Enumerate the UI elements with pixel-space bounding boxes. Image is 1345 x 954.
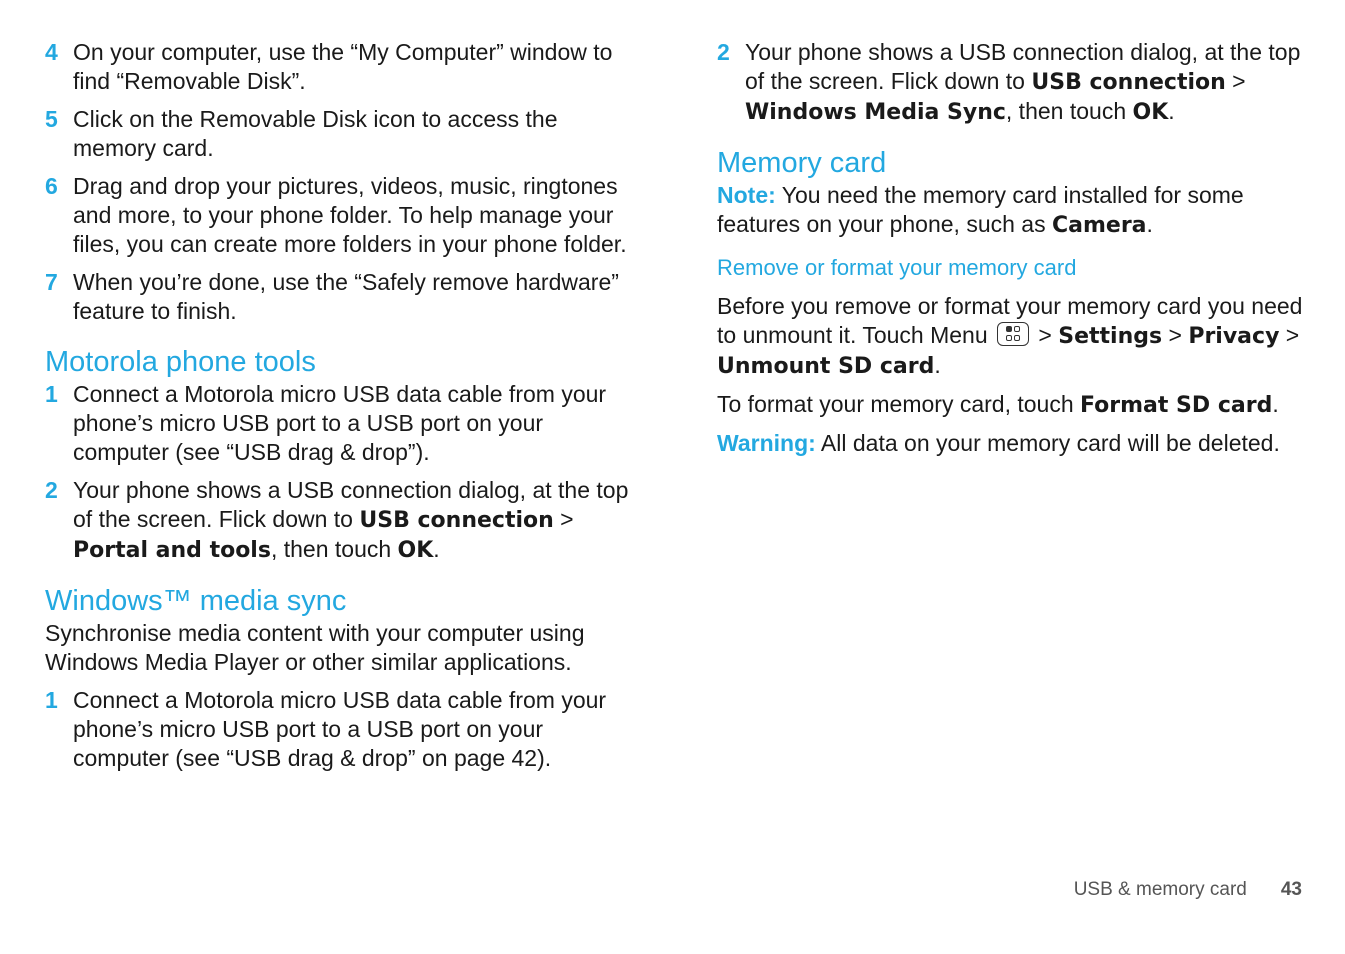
format-instructions	[717, 390, 1317, 420]
subheading-remove-format: Remove or format your memory card	[717, 255, 1077, 280]
settings-label: Settings	[1058, 324, 1163, 349]
page-footer	[1074, 878, 1302, 902]
step-text: On your computer, use the “My Computer” window to find “Removable Disk”.	[73, 39, 613, 94]
camera-label: Camera	[1052, 213, 1147, 238]
left-column	[45, 38, 635, 782]
windows-step-1	[45, 686, 635, 773]
separator: >	[1162, 322, 1189, 348]
step-number: 1	[45, 381, 58, 407]
format-sd-card-label: Format SD card	[1080, 393, 1273, 418]
heading-windows-media-sync: Windows™ media sync	[45, 585, 347, 617]
text-run: Your phone shows a USB connection dialog, at the top of the screen. Flick down to	[745, 39, 1301, 94]
step-5	[45, 105, 635, 163]
text-run: To format your memory card, touch	[717, 391, 1081, 417]
ok-label: OK	[397, 538, 434, 563]
step-number: 5	[45, 106, 58, 132]
step-7	[45, 268, 635, 326]
unmount-sd-card-label: Unmount SD card	[717, 354, 935, 379]
text-run: .	[1168, 98, 1175, 124]
text-run: All data on your memory card will be deleted.	[815, 430, 1280, 456]
right-column	[717, 38, 1317, 467]
text-run: .	[433, 536, 440, 562]
windows-media-sync-label: Windows Media Sync	[745, 100, 1006, 125]
memory-note	[717, 181, 1317, 240]
step-6	[45, 172, 635, 259]
text-run: , then touch	[270, 536, 398, 562]
step-number: 6	[45, 173, 58, 199]
portal-and-tools-label: Portal and tools	[73, 538, 271, 563]
step-number: 2	[45, 477, 58, 503]
text-run: .	[934, 352, 941, 378]
ok-label: OK	[1132, 100, 1169, 125]
step-text: When you’re done, use the “Safely remove hardware” feature to finish.	[73, 269, 619, 324]
step-text: Connect a Motorola micro USB data cable from your phone’s micro USB port to a USB port on your computer (see “USB drag & drop”).	[73, 381, 607, 465]
warning-label: Warning:	[717, 430, 816, 456]
text-run: Before you remove or format your memory card you need to unmount it. Touch Menu	[717, 293, 1303, 348]
note-label: Note:	[717, 182, 776, 208]
separator: >	[553, 506, 574, 532]
step-number: 2	[717, 39, 730, 65]
step-4	[45, 38, 635, 96]
step-text: Click on the Removable Disk icon to access the memory card.	[73, 106, 558, 161]
footer-section-title: USB & memory card	[1073, 879, 1247, 900]
windows-intro: Synchronise media content with your computer using Windows Media Player or other similar applications.	[45, 620, 585, 675]
usb-connection-label: USB connection	[359, 508, 554, 533]
warning	[717, 429, 1317, 458]
heading-memory-card: Memory card	[717, 147, 887, 179]
motorola-step-1	[45, 380, 635, 467]
menu-icon	[997, 322, 1029, 346]
separator: >	[1225, 68, 1246, 94]
text-run: Your phone shows a USB connection dialog, at the top of the screen. Flick down to	[73, 477, 629, 532]
separator: >	[1032, 322, 1059, 348]
step-text: Connect a Motorola micro USB data cable from your phone’s micro USB port to a USB port on your computer (see “USB drag & drop” on page 42).	[73, 687, 607, 771]
separator: >	[1279, 322, 1300, 348]
text-run: .	[1272, 391, 1279, 417]
remove-instructions	[717, 292, 1317, 381]
step-number: 1	[45, 687, 58, 713]
step-text: Drag and drop your pictures, videos, music, ringtones and more, to your phone folder. To help manage your files, you can create more folders in your phone folder.	[73, 173, 627, 257]
text-run: You need the memory card installed for some features on your phone, such as	[717, 182, 1244, 237]
text-run: .	[1146, 211, 1153, 237]
motorola-step-2	[45, 476, 635, 565]
wms-step-2	[717, 38, 1317, 127]
step-text	[745, 39, 1300, 124]
step-text	[73, 477, 628, 562]
heading-motorola-phone-tools: Motorola phone tools	[45, 346, 316, 378]
text-run: , then touch	[1005, 98, 1133, 124]
step-number: 4	[45, 39, 58, 65]
usb-connection-label: USB connection	[1031, 70, 1226, 95]
step-number: 7	[45, 269, 58, 295]
page-number: 43	[1280, 879, 1302, 900]
privacy-label: Privacy	[1188, 324, 1280, 349]
